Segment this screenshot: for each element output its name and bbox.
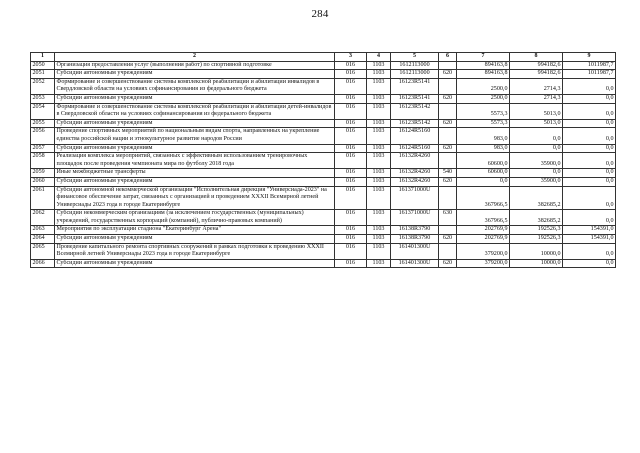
target-article-cell: 16124R5160 bbox=[391, 144, 439, 153]
table-row bbox=[31, 177, 616, 186]
amount-year2-cell: 994182,6 bbox=[510, 70, 563, 79]
amount-year2-cell: 5013,0 bbox=[510, 119, 563, 128]
target-article-cell: 161401300U bbox=[391, 259, 439, 268]
amount-year1-cell: 0,0 bbox=[457, 177, 510, 186]
ministry-code-cell: 016 bbox=[335, 226, 367, 235]
expense-type-cell: 620 bbox=[439, 235, 457, 244]
table-row bbox=[31, 186, 616, 210]
table-row bbox=[31, 94, 616, 103]
header-cell: 2 bbox=[55, 53, 335, 62]
row-name-cell: Формирование и совершенствование системы комплексной реабилитации и абилитации детей-инвалидов в Свердловской области на условиях софинансирования из федерального бюджета bbox=[55, 103, 335, 119]
table-row bbox=[31, 243, 616, 259]
amount-year3-cell: 0,0 bbox=[563, 243, 616, 259]
table-row bbox=[31, 119, 616, 128]
table-row bbox=[31, 210, 616, 226]
section-code-cell: 1103 bbox=[367, 128, 391, 144]
section-code-cell: 1103 bbox=[367, 61, 391, 70]
row-number-cell: 2059 bbox=[31, 169, 55, 178]
amount-year3-cell: 0,0 bbox=[563, 259, 616, 268]
section-code-cell: 1103 bbox=[367, 70, 391, 79]
target-article-cell: 161371000U bbox=[391, 186, 439, 210]
header-cell: 9 bbox=[563, 53, 616, 62]
ministry-code-cell: 016 bbox=[335, 169, 367, 178]
row-name-cell: Иные межбюджетные трансферты bbox=[55, 169, 335, 178]
section-code-cell: 1103 bbox=[367, 78, 391, 94]
section-code-cell: 1103 bbox=[367, 94, 391, 103]
amount-year3-cell: 0,0 bbox=[563, 186, 616, 210]
section-code-cell: 1103 bbox=[367, 103, 391, 119]
ministry-code-cell: 016 bbox=[335, 119, 367, 128]
amount-year1-cell: 367966,5 bbox=[457, 210, 510, 226]
amount-year1-cell: 5573,3 bbox=[457, 119, 510, 128]
amount-year1-cell: 894163,8 bbox=[457, 70, 510, 79]
amount-year1-cell: 2500,0 bbox=[457, 94, 510, 103]
table-row bbox=[31, 259, 616, 268]
ministry-code-cell: 016 bbox=[335, 94, 367, 103]
expense-type-cell: 620 bbox=[439, 94, 457, 103]
section-code-cell: 1103 bbox=[367, 235, 391, 244]
section-code-cell: 1103 bbox=[367, 186, 391, 210]
expense-type-cell bbox=[439, 103, 457, 119]
amount-year1-cell: 60600,0 bbox=[457, 169, 510, 178]
table-row bbox=[31, 61, 616, 70]
amount-year1-cell: 60600,0 bbox=[457, 153, 510, 169]
amount-year1-cell: 367966,5 bbox=[457, 186, 510, 210]
page-number: 284 bbox=[311, 8, 329, 20]
amount-year3-cell: 1011987,7 bbox=[563, 70, 616, 79]
amount-year2-cell: 0,0 bbox=[510, 144, 563, 153]
amount-year1-cell: 983,0 bbox=[457, 128, 510, 144]
amount-year1-cell: 2500,0 bbox=[457, 78, 510, 94]
ministry-code-cell: 016 bbox=[335, 259, 367, 268]
ministry-code-cell: 016 bbox=[335, 186, 367, 210]
amount-year3-cell: 0,0 bbox=[563, 119, 616, 128]
header-cell: 4 bbox=[367, 53, 391, 62]
target-article-cell: 16123R5142 bbox=[391, 103, 439, 119]
expense-type-cell: 620 bbox=[439, 177, 457, 186]
amount-year2-cell: 2714,3 bbox=[510, 78, 563, 94]
amount-year2-cell: 2714,3 bbox=[510, 94, 563, 103]
ministry-code-cell: 016 bbox=[335, 70, 367, 79]
section-code-cell: 1103 bbox=[367, 226, 391, 235]
section-code-cell: 1103 bbox=[367, 210, 391, 226]
row-number-cell: 2050 bbox=[31, 61, 55, 70]
row-number-cell: 2066 bbox=[31, 259, 55, 268]
amount-year2-cell: 10000,0 bbox=[510, 259, 563, 268]
section-code-cell: 1103 bbox=[367, 153, 391, 169]
row-number-cell: 2051 bbox=[31, 70, 55, 79]
ministry-code-cell: 016 bbox=[335, 78, 367, 94]
target-article-cell: 16132R4260 bbox=[391, 169, 439, 178]
amount-year1-cell: 202769,9 bbox=[457, 226, 510, 235]
budget-table bbox=[30, 52, 616, 268]
amount-year3-cell: 154391,0 bbox=[563, 226, 616, 235]
section-code-cell: 1103 bbox=[367, 169, 391, 178]
ministry-code-cell: 016 bbox=[335, 144, 367, 153]
amount-year3-cell: 1011987,7 bbox=[563, 61, 616, 70]
amount-year3-cell: 0,0 bbox=[563, 177, 616, 186]
amount-year2-cell: 382685,2 bbox=[510, 186, 563, 210]
amount-year3-cell: 0,0 bbox=[563, 210, 616, 226]
amount-year3-cell: 0,0 bbox=[563, 78, 616, 94]
amount-year3-cell: 0,0 bbox=[563, 103, 616, 119]
ministry-code-cell: 016 bbox=[335, 210, 367, 226]
row-number-cell: 2060 bbox=[31, 177, 55, 186]
expense-type-cell bbox=[439, 128, 457, 144]
amount-year1-cell: 379200,0 bbox=[457, 243, 510, 259]
row-name-cell: Субсидии автономным учреждениям bbox=[55, 259, 335, 268]
row-number-cell: 2065 bbox=[31, 243, 55, 259]
amount-year2-cell: 0,0 bbox=[510, 169, 563, 178]
amount-year2-cell: 5013,0 bbox=[510, 103, 563, 119]
table-header-row bbox=[31, 53, 616, 62]
expense-type-cell: 620 bbox=[439, 119, 457, 128]
expense-type-cell bbox=[439, 226, 457, 235]
amount-year1-cell: 894163,8 bbox=[457, 61, 510, 70]
amount-year2-cell: 382685,2 bbox=[510, 210, 563, 226]
section-code-cell: 1103 bbox=[367, 144, 391, 153]
amount-year3-cell: 0,0 bbox=[563, 144, 616, 153]
target-article-cell: 16123R5141 bbox=[391, 78, 439, 94]
header-cell: 5 bbox=[391, 53, 439, 62]
amount-year3-cell: 154391,0 bbox=[563, 235, 616, 244]
expense-type-cell bbox=[439, 243, 457, 259]
expense-type-cell bbox=[439, 78, 457, 94]
target-article-cell: 16132R4260 bbox=[391, 177, 439, 186]
table-row bbox=[31, 235, 616, 244]
table-row bbox=[31, 144, 616, 153]
row-number-cell: 2061 bbox=[31, 186, 55, 210]
section-code-cell: 1103 bbox=[367, 243, 391, 259]
row-name-cell: Проведение капитального ремонта спортивных сооружений в рамках подготовки к проведению XXXII Всемирной летней Универсиады 2023 года в городе Екатеринбурге bbox=[55, 243, 335, 259]
expense-type-cell: 540 bbox=[439, 169, 457, 178]
expense-type-cell bbox=[439, 153, 457, 169]
expense-type-cell: 620 bbox=[439, 144, 457, 153]
target-article-cell: 161401300U bbox=[391, 243, 439, 259]
ministry-code-cell: 016 bbox=[335, 177, 367, 186]
row-number-cell: 2054 bbox=[31, 103, 55, 119]
target-article-cell: 16132R4260 bbox=[391, 153, 439, 169]
row-number-cell: 2057 bbox=[31, 144, 55, 153]
section-code-cell: 1103 bbox=[367, 177, 391, 186]
ministry-code-cell: 016 bbox=[335, 61, 367, 70]
row-name-cell: Субсидии автономным учреждениям bbox=[55, 235, 335, 244]
amount-year2-cell: 192526,3 bbox=[510, 226, 563, 235]
amount-year3-cell: 0,0 bbox=[563, 94, 616, 103]
row-number-cell: 2055 bbox=[31, 119, 55, 128]
amount-year2-cell: 35900,0 bbox=[510, 153, 563, 169]
target-article-cell: 161371000U bbox=[391, 210, 439, 226]
target-article-cell: 16123R5142 bbox=[391, 119, 439, 128]
row-name-cell: Формирование и совершенствование системы комплексной реабилитации и абилитации инвалидов в Свердловской области на условиях софинансирования из федерального бюджета bbox=[55, 78, 335, 94]
row-name-cell: Мероприятия по эксплуатации стадиона "Екатеринбург Арена" bbox=[55, 226, 335, 235]
amount-year2-cell: 10000,0 bbox=[510, 243, 563, 259]
expense-type-cell bbox=[439, 186, 457, 210]
expense-type-cell bbox=[439, 61, 457, 70]
table-row bbox=[31, 153, 616, 169]
amount-year3-cell: 0,0 bbox=[563, 169, 616, 178]
section-code-cell: 1103 bbox=[367, 259, 391, 268]
row-name-cell: Субсидии автономным учреждениям bbox=[55, 144, 335, 153]
row-name-cell: Субсидии автономным учреждениям bbox=[55, 94, 335, 103]
ministry-code-cell: 016 bbox=[335, 128, 367, 144]
row-number-cell: 2063 bbox=[31, 226, 55, 235]
row-name-cell: Субсидии автономным учреждениям bbox=[55, 119, 335, 128]
row-name-cell: Субсидии автономным учреждениям bbox=[55, 177, 335, 186]
ministry-code-cell: 016 bbox=[335, 103, 367, 119]
amount-year2-cell: 0,0 bbox=[510, 128, 563, 144]
target-article-cell: 1612113000 bbox=[391, 70, 439, 79]
row-name-cell: Субсидии автономным учреждениям bbox=[55, 70, 335, 79]
amount-year2-cell: 192526,3 bbox=[510, 235, 563, 244]
amount-year3-cell: 0,0 bbox=[563, 128, 616, 144]
row-name-cell: Реализация комплекса мероприятий, связанных с эффективным использованием тренировочных площадок после проведения чемпионата мира по футболу 2018 года bbox=[55, 153, 335, 169]
row-name-cell: Субсидии автономной некоммерческой организации "Исполнительная дирекция "Универсиада-2023" на финансовое обеспечение затрат, связанных с организацией и проведением XXXII Всемирной летней Универсиады 2023 года в городе Екатеринбурге bbox=[55, 186, 335, 210]
table-row bbox=[31, 103, 616, 119]
expense-type-cell: 620 bbox=[439, 70, 457, 79]
header-cell: 6 bbox=[439, 53, 457, 62]
target-article-cell: 16138R3790 bbox=[391, 226, 439, 235]
target-article-cell: 16124R5160 bbox=[391, 128, 439, 144]
table-row bbox=[31, 226, 616, 235]
row-name-cell: Организация предоставления услуг (выполнения работ) по спортивной подготовке bbox=[55, 61, 335, 70]
table-row bbox=[31, 169, 616, 178]
row-name-cell: Проведение спортивных мероприятий по национальным видам спорта, направленных на укрепление единства российской нации и этнокультурное развитие народов России bbox=[55, 128, 335, 144]
header-cell: 1 bbox=[31, 53, 55, 62]
row-number-cell: 2053 bbox=[31, 94, 55, 103]
row-name-cell: Субсидии некоммерческим организациям (за исключением государственных (муниципальных) учреждений, государственных корпораций (компаний), публично-правовых компаний) bbox=[55, 210, 335, 226]
header-cell: 7 bbox=[457, 53, 510, 62]
amount-year1-cell: 379200,0 bbox=[457, 259, 510, 268]
row-number-cell: 2062 bbox=[31, 210, 55, 226]
target-article-cell: 16138R3790 bbox=[391, 235, 439, 244]
header-cell: 3 bbox=[335, 53, 367, 62]
amount-year1-cell: 5573,3 bbox=[457, 103, 510, 119]
ministry-code-cell: 016 bbox=[335, 153, 367, 169]
amount-year2-cell: 994182,6 bbox=[510, 61, 563, 70]
table-row bbox=[31, 70, 616, 79]
ministry-code-cell: 016 bbox=[335, 243, 367, 259]
expense-type-cell: 630 bbox=[439, 210, 457, 226]
row-number-cell: 2064 bbox=[31, 235, 55, 244]
row-number-cell: 2052 bbox=[31, 78, 55, 94]
amount-year1-cell: 202769,9 bbox=[457, 235, 510, 244]
table-row bbox=[31, 128, 616, 144]
target-article-cell: 1612113000 bbox=[391, 61, 439, 70]
header-cell: 8 bbox=[510, 53, 563, 62]
amount-year3-cell: 0,0 bbox=[563, 153, 616, 169]
amount-year1-cell: 983,0 bbox=[457, 144, 510, 153]
amount-year2-cell: 35900,0 bbox=[510, 177, 563, 186]
row-number-cell: 2058 bbox=[31, 153, 55, 169]
expense-type-cell: 620 bbox=[439, 259, 457, 268]
target-article-cell: 16123R5141 bbox=[391, 94, 439, 103]
row-number-cell: 2056 bbox=[31, 128, 55, 144]
table-row bbox=[31, 78, 616, 94]
section-code-cell: 1103 bbox=[367, 119, 391, 128]
ministry-code-cell: 016 bbox=[335, 235, 367, 244]
